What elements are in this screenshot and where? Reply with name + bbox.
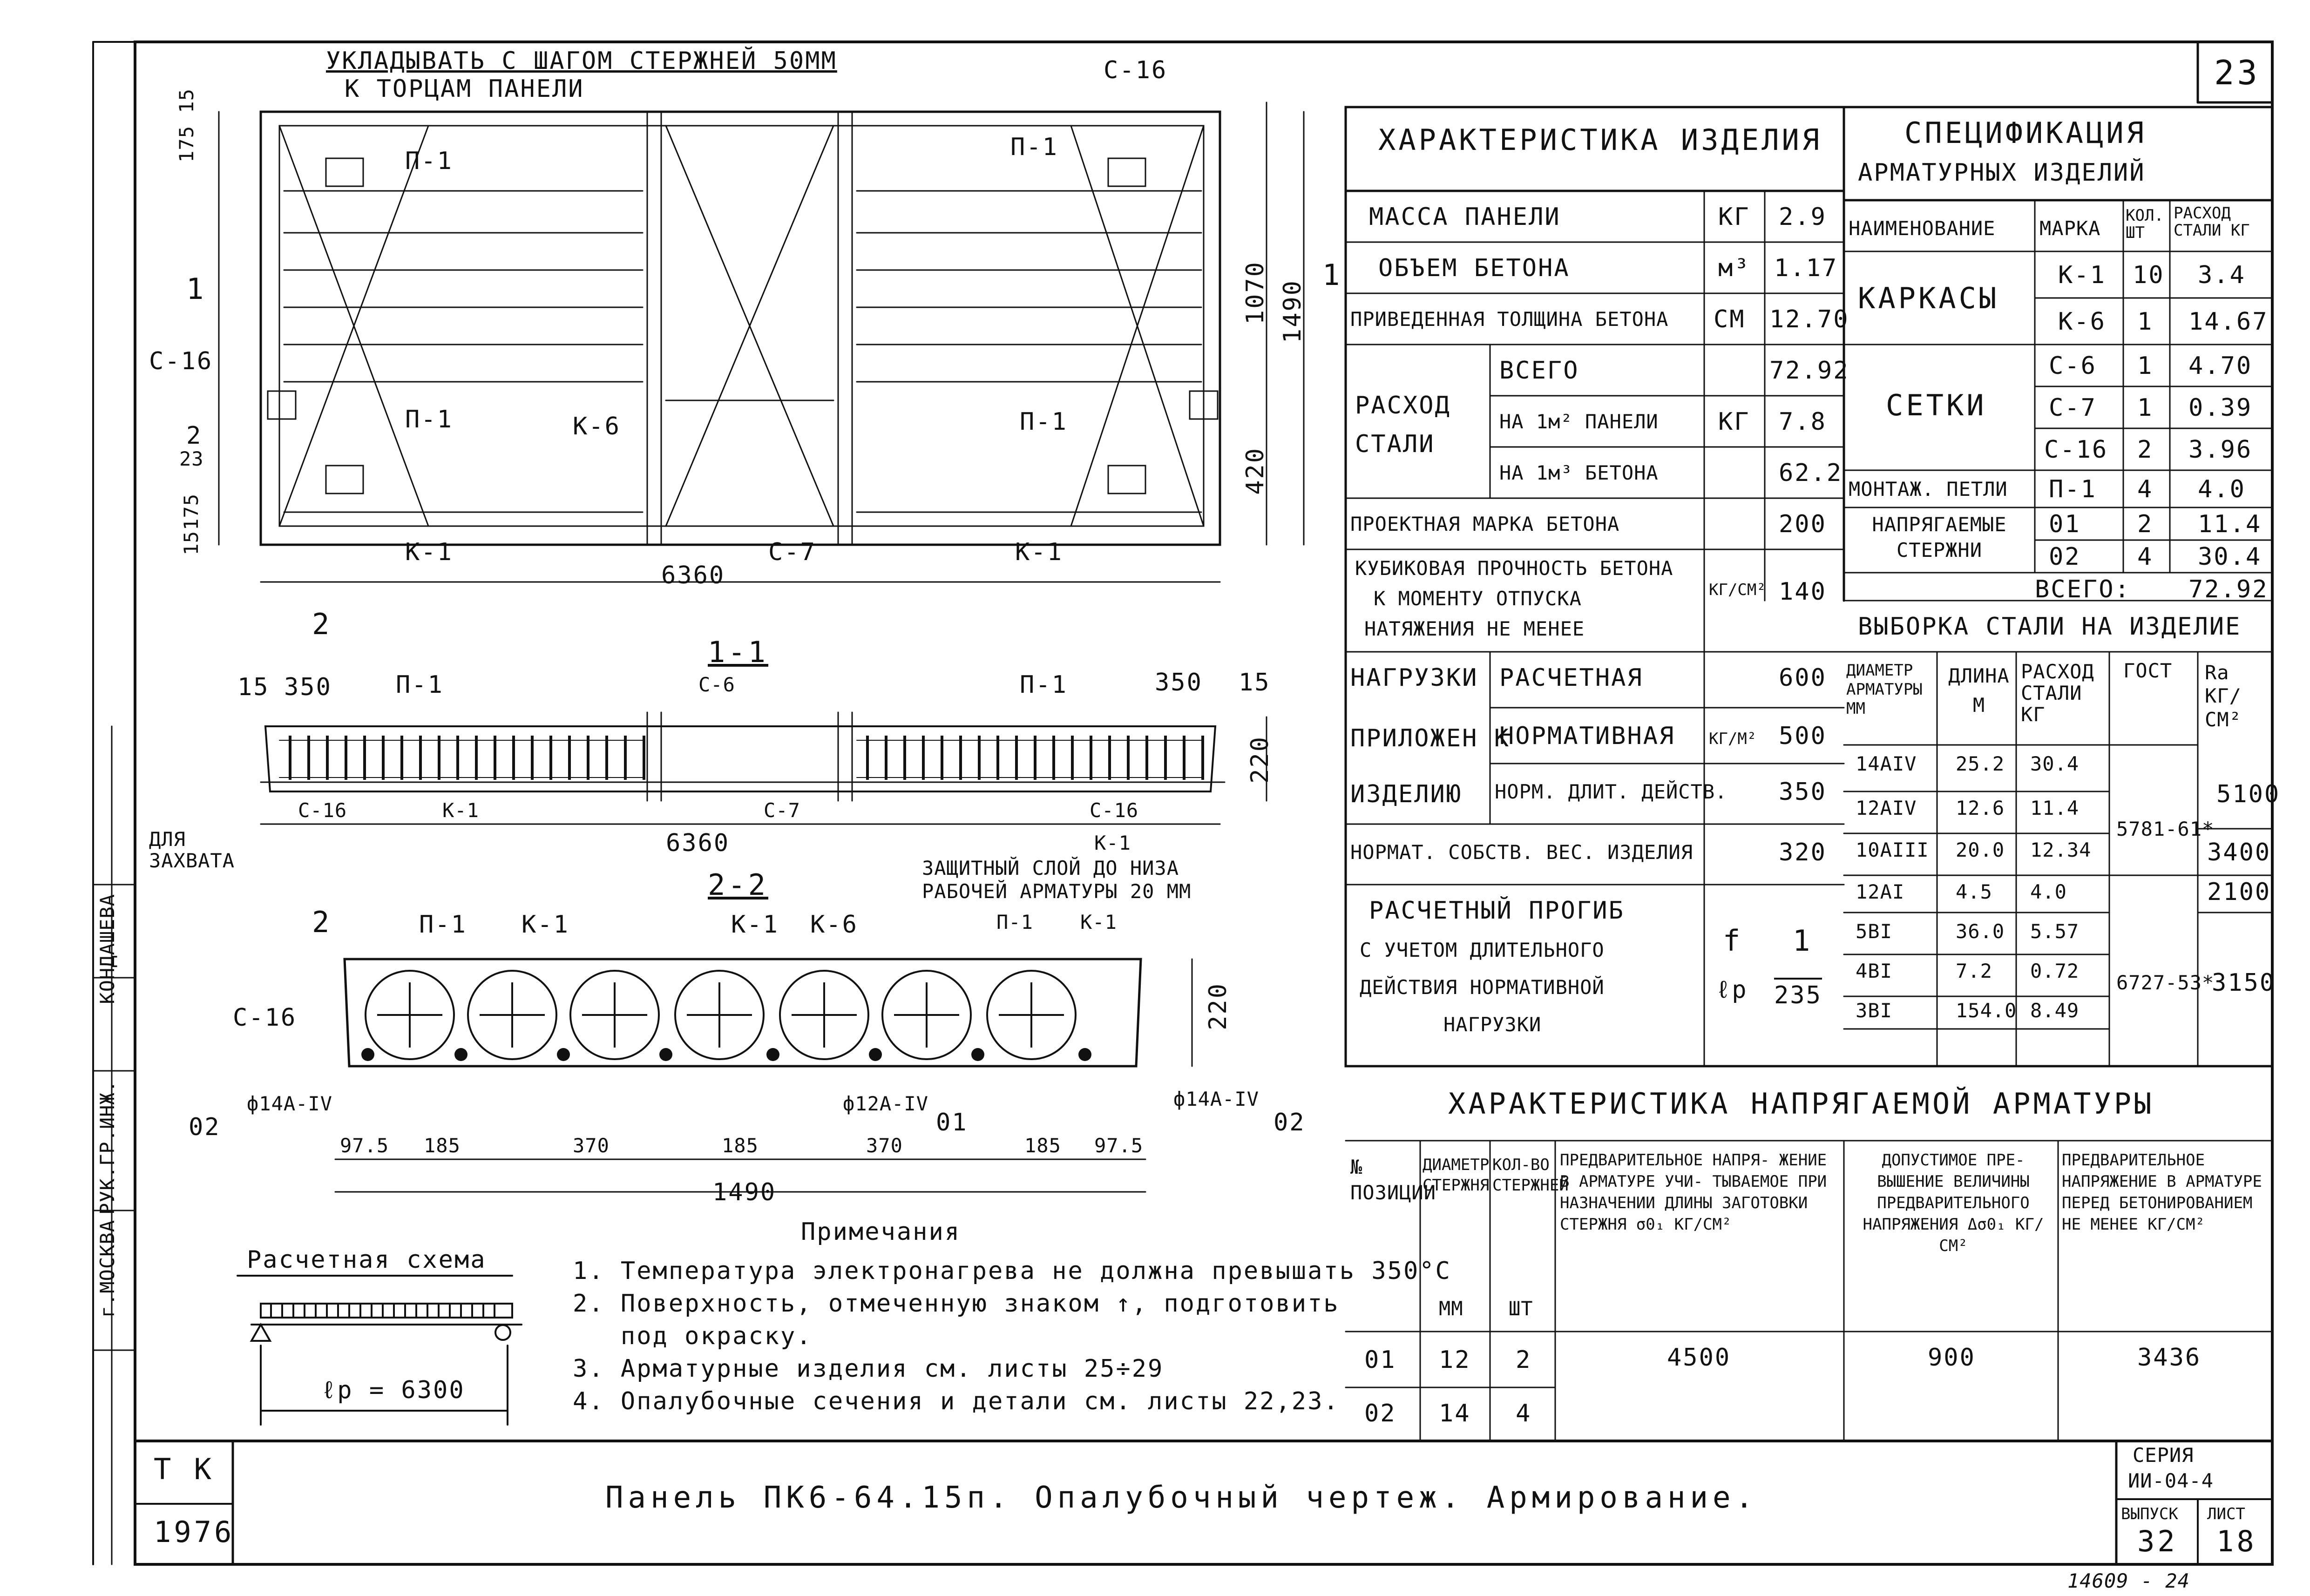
row-grade-label: ПРОЕКТНАЯ МАРКА БЕТОНА <box>1350 513 1620 535</box>
spec-row-steel: 4.0 <box>2198 475 2246 503</box>
mark-k1-a: К-1 <box>405 538 453 566</box>
mark-k1-s1: К-1 <box>442 799 479 822</box>
spec-title-2: АРМАТУРНЫХ ИЗДЕЛИЙ <box>1858 159 2146 187</box>
selection-cell-diameter: 12АI <box>1856 880 1905 903</box>
selection-cell-length: 4.5 <box>1956 880 1992 903</box>
prestress-unit-dia: ММ <box>1439 1297 1463 1320</box>
prestress-header-delta: ДОПУСТИМОЕ ПРЕ- ВЫШЕНИЕ ВЕЛИЧИНЫ ПРЕДВАРИТЕЛЬНОГО НАПРЯЖЕНИЯ Δσ0₁ КГ/СМ² <box>1863 1151 2044 1255</box>
stamp-name: КОНДАШЕВА <box>96 894 119 1004</box>
selection-title: ВЫБОРКА СТАЛИ НА ИЗДЕЛИЕ <box>1858 613 2242 641</box>
mark-k1-s22b: К-1 <box>731 911 779 939</box>
stirrup <box>326 736 329 780</box>
dim-length-section: 6360 <box>666 829 730 857</box>
dim-1490-plan: 1490 <box>1279 279 1307 344</box>
stamp-position: РУК.ГР.ИНЖ. <box>96 1080 119 1215</box>
selection-cell-diameter: 12АIV <box>1856 797 1917 819</box>
row-steel-unit: КГ <box>1718 408 1750 436</box>
stirrup <box>996 736 999 780</box>
mark-c16-top: С-16 <box>1104 56 1168 84</box>
stirrup <box>1164 736 1167 780</box>
mark-k1-s22a: К-1 <box>522 911 569 939</box>
selection-cell-length: 12.6 <box>1956 797 2005 819</box>
spec-total-label: ВСЕГО: <box>2035 575 2131 603</box>
stirrup <box>568 736 571 780</box>
series-value: ИИ-04-4 <box>2128 1469 2214 1492</box>
mark-p1-c: П-1 <box>405 406 453 433</box>
spec-row-qty: 4 <box>2137 475 2154 503</box>
note-item: 2. Поверхность, отмеченную знаком ↑, подготовить <box>573 1290 1340 1318</box>
spec-row-qty: 1 <box>2137 394 2154 422</box>
stirrup <box>1145 736 1148 780</box>
dia-14-right: ф14А-IV <box>1173 1088 1260 1110</box>
row-cube-label-1: КУБИКОВАЯ ПРОЧНОСТЬ БЕТОНА <box>1355 557 1673 580</box>
dim-185-c: 185 <box>1024 1134 1061 1157</box>
stirrup <box>289 736 291 780</box>
selection-cell-steel: 11.4 <box>2030 797 2080 819</box>
spec-group-frames: КАРКАСЫ <box>1858 281 1999 315</box>
selection-cell-steel: 5.57 <box>2030 920 2080 943</box>
dim-1070: 1070 <box>1241 261 1269 325</box>
spec-row-steel: 0.39 <box>2188 394 2253 422</box>
dim-length-plan: 6360 <box>661 561 725 589</box>
row-steel-total-label: ВСЕГО <box>1499 357 1579 385</box>
spec-row-qty: 1 <box>2137 308 2154 336</box>
list-value: 18 <box>2216 1524 2257 1558</box>
spec-group-loops: МОНТАЖ. ПЕТЛИ <box>1849 478 2008 500</box>
dim-15-s1: 15 <box>237 673 270 701</box>
pos-02-right: 02 <box>1274 1109 1306 1136</box>
mark-c16-s1: С-16 <box>298 799 347 822</box>
stirrup <box>475 736 478 780</box>
spec-header-mark: МАРКА <box>2039 217 2101 240</box>
pos-01: 01 <box>936 1109 968 1136</box>
spec-row-mark: П-1 <box>2049 475 2097 503</box>
dim-175-bottom: 175 <box>180 494 203 530</box>
stirrup <box>1201 736 1204 780</box>
mark-c7-s1: С-7 <box>764 799 800 822</box>
loads-label-2: ПРИЛОЖЕН К <box>1350 724 1511 752</box>
selection-cell-diameter: 14АIV <box>1856 752 1917 775</box>
row-grade-value: 200 <box>1779 510 1827 538</box>
dim-350-right: 350 <box>1155 669 1203 697</box>
spec-header-name: НАИМЕНОВАНИЕ <box>1849 217 1996 240</box>
mark-p1-a: П-1 <box>405 147 453 175</box>
prestress-header-dia: ДИАМЕТР СТЕРЖНЯ <box>1423 1156 1490 1195</box>
dia-12: ф12А-IV <box>843 1092 929 1115</box>
row-steel-m2-value: 7.8 <box>1779 408 1827 436</box>
stirrup <box>1183 736 1185 780</box>
prestress-row-qty: 2 <box>1516 1346 1532 1374</box>
series-label: СЕРИЯ <box>2133 1444 2194 1467</box>
stirrup <box>1052 736 1055 780</box>
prestress-header-pos: № ПОЗИЦИИ <box>1350 1156 1436 1204</box>
spec-row-steel: 4.70 <box>2188 352 2253 380</box>
selection-cell-steel: 12.34 <box>2030 839 2092 861</box>
stirrup <box>363 736 366 780</box>
rebar-dot <box>557 1048 570 1061</box>
row-thickness-value: 12.70 <box>1769 305 1849 333</box>
deflection-label-3: ДЕЙСТВИЯ НОРМАТИВНОЙ <box>1360 976 1605 999</box>
ref-circle-top: 2 <box>186 422 203 450</box>
note-item: 3. Арматурные изделия см. листы 25÷29 <box>573 1355 1164 1383</box>
stirrup <box>531 736 534 780</box>
selection-header-steel: РАСХОД СТАЛИ КГ <box>2021 660 2094 726</box>
selection-cell-steel: 0.72 <box>2030 960 2080 982</box>
stamp-org: Т К <box>154 1452 214 1486</box>
sheet-title: Панель ПК6-64.15п. Опалубочный чертеж. Армирование. <box>605 1481 1758 1515</box>
row-volume-value: 1.17 <box>1774 254 1838 282</box>
rebar-dot <box>971 1048 984 1061</box>
stirrup <box>1090 736 1092 780</box>
section-1-mark-left: 1 <box>186 272 207 306</box>
row-cube-label-2: К МОМЕНТУ ОТПУСКА <box>1374 587 1582 610</box>
prestress-sigma-value: 4500 <box>1667 1344 1731 1372</box>
prestress-before-value: 3436 <box>2137 1344 2202 1372</box>
row-mass-label: МАССА ПАНЕЛИ <box>1369 203 1561 231</box>
stirrup <box>903 736 906 780</box>
spec-row-steel: 3.4 <box>2198 261 2246 289</box>
deflection-label-1: РАСЧЕТНЫЙ ПРОГИБ <box>1369 897 1625 925</box>
row-volume-label: ОБЪЕМ БЕТОНА <box>1378 254 1570 282</box>
selection-cell-length: 20.0 <box>1956 839 2005 861</box>
prestress-header-qty: КОЛ-ВО СТЕРЖНЕЙ <box>1492 1156 1569 1195</box>
list-label: ЛИСТ <box>2207 1505 2245 1523</box>
dim-185-a: 185 <box>424 1134 461 1157</box>
spec-row-mark: С-7 <box>2049 394 2097 422</box>
stirrup <box>978 736 981 780</box>
rebar-dot <box>869 1048 882 1061</box>
note-bar-ends: К ТОРЦАМ ПАНЕЛИ <box>345 75 584 103</box>
loads-label-1: НАГРУЗКИ <box>1350 664 1478 692</box>
row-steel-m2-label: НА 1м² ПАНЕЛИ <box>1499 410 1659 433</box>
pos-02-left: 02 <box>189 1113 221 1141</box>
deflection-num: 1 <box>1793 924 1813 958</box>
stirrup <box>959 736 962 780</box>
mark-c16-s2: С-16 <box>1090 799 1139 822</box>
row-steel-label: РАСХОД СТАЛИ <box>1355 392 1451 459</box>
mark-c7-a: С-7 <box>768 538 816 566</box>
dim-175-top: 175 <box>175 126 198 162</box>
deflection-unit-top: f <box>1723 924 1743 958</box>
spec-row-mark: К-6 <box>2058 308 2106 336</box>
load-norm-label: НОРМАТИВНАЯ <box>1499 722 1675 750</box>
section-2-2-title: 2-2 <box>708 868 768 902</box>
row-steel-m3-value: 62.2 <box>1779 459 1843 487</box>
row-thickness-unit: СМ <box>1714 305 1746 333</box>
spec-group-tendons: НАПРЯГАЕМЫЕ СТЕРЖНИ <box>1872 513 2007 561</box>
selection-cell-length: 25.2 <box>1956 752 2005 775</box>
stirrup <box>307 736 310 780</box>
selection-cell-length: 36.0 <box>1956 920 2005 943</box>
rebar-dot <box>659 1048 672 1061</box>
prestress-row-dia: 12 <box>1439 1346 1471 1374</box>
load-calc-value: 600 <box>1779 664 1827 692</box>
mark-p1-s1: П-1 <box>396 671 444 699</box>
stirrup <box>512 736 515 780</box>
stirrup <box>885 736 887 780</box>
stirrup <box>587 736 589 780</box>
row-steel-total-value: 72.92 <box>1769 357 1849 385</box>
spec-row-qty: 2 <box>2137 510 2154 538</box>
mark-k6: К-6 <box>573 413 621 440</box>
selection-cell-diameter: 3ВI <box>1856 999 1892 1022</box>
selection-cell-diameter: 10АIII <box>1856 839 1929 861</box>
stirrup <box>605 736 608 780</box>
selection-cell-steel: 30.4 <box>2030 752 2080 775</box>
ref-circle-bottom: 23 <box>179 447 204 470</box>
stirrup <box>1034 736 1036 780</box>
dim-1490-section: 1490 <box>712 1178 777 1206</box>
selection-ra-4: 3150 <box>2212 969 2276 997</box>
sheet-number: 23 <box>2214 53 2260 92</box>
note-item: 4. Опалубочные сечения и детали см. листы 22,23. <box>573 1387 1340 1415</box>
spec-row-qty: 2 <box>2137 436 2154 464</box>
spec-group-meshes: СЕТКИ <box>1886 388 1987 422</box>
spec-row-mark: К-1 <box>2058 261 2106 289</box>
spec-row-steel: 14.67 <box>2188 308 2269 336</box>
dim-15-bottom: 15 <box>180 531 203 555</box>
rebar-dot <box>1078 1048 1091 1061</box>
dim-220-s22: 220 <box>1204 982 1232 1030</box>
mark-p1-s22b: П-1 <box>996 911 1033 933</box>
section-2-mark-top: 2 <box>312 607 332 641</box>
mark-p1-b: П-1 <box>1010 133 1058 161</box>
stirrup <box>549 736 552 780</box>
prestress-delta-value: 900 <box>1928 1344 1976 1372</box>
mark-p1-d: П-1 <box>1020 408 1068 436</box>
stirrup <box>1127 736 1130 780</box>
selection-cell-length: 154.0 <box>1956 999 2017 1022</box>
scheme-span: ℓр = 6300 <box>321 1376 465 1404</box>
stirrup <box>345 736 347 780</box>
row-cube-unit: КГ/СМ² <box>1709 581 1766 599</box>
notes-title: Примечания <box>801 1218 961 1246</box>
spec-row-steel: 11.4 <box>2198 510 2262 538</box>
stirrup <box>1071 736 1074 780</box>
loads-label-3: ИЗДЕЛИЮ <box>1350 780 1463 808</box>
dim-420: 420 <box>1241 447 1269 495</box>
selection-header-length: ДЛИНА М <box>1948 664 2010 717</box>
stamp-year: 1976 <box>154 1515 235 1549</box>
spec-title-1: СПЕЦИФИКАЦИЯ <box>1904 116 2147 150</box>
selection-cell-diameter: 4ВI <box>1856 960 1892 982</box>
deflection-unit-bottom: ℓр <box>1716 976 1748 1004</box>
selection-gost-2: 6727-53* <box>2116 971 2215 994</box>
prestress-row-pos: 02 <box>1364 1400 1396 1427</box>
issue-value: 32 <box>2137 1524 2178 1558</box>
prestress-header-before: ПРЕДВАРИТЕЛЬНОЕ НАПРЯЖЕНИЕ В АРМАТУРЕ ПЕРЕД БЕТОНИРОВАНИЕМ НЕ МЕНЕЕ КГ/СМ² <box>2062 1151 2262 1234</box>
spec-row-qty: 1 <box>2137 352 2154 380</box>
section-2-mark-bottom: 2 <box>312 905 332 939</box>
load-calc-label: РАСЧЕТНАЯ <box>1499 664 1643 692</box>
row-mass-value: 2.9 <box>1779 203 1827 231</box>
stirrup <box>941 736 943 780</box>
spec-total-value: 72.92 <box>2188 575 2269 603</box>
stamp-city: г.МОСКВА <box>96 1220 119 1318</box>
loads-unit: КГ/М² <box>1709 730 1757 748</box>
dim-350-left: 350 <box>284 673 332 701</box>
note-item: 1. Температура электронагрева не должна превышать 350°С <box>573 1257 1451 1285</box>
selection-cell-length: 7.2 <box>1956 960 1992 982</box>
note-for-grip: ДЛЯ ЗАХВАТА <box>149 828 235 872</box>
scheme-title: Расчетная схема <box>247 1246 487 1274</box>
mark-k1-s22c: К-1 <box>1080 911 1117 933</box>
own-weight-value: 320 <box>1779 839 1827 866</box>
rebar-dot <box>766 1048 779 1061</box>
prestress-row-qty: 4 <box>1516 1400 1532 1427</box>
selection-cell-diameter: 5ВI <box>1856 920 1892 943</box>
dim-15-s2: 15 <box>1239 669 1271 697</box>
characteristics-title: ХАРАКТЕРИСТИКА ИЗДЕЛИЯ <box>1378 123 1822 157</box>
stirrup <box>419 736 422 780</box>
row-thickness-label: ПРИВЕДЕННАЯ ТОЛЩИНА БЕТОНА <box>1350 308 1669 331</box>
stirrup <box>1015 736 1018 780</box>
mark-p1-s22a: П-1 <box>419 911 467 939</box>
selection-cell-steel: 4.0 <box>2030 880 2067 903</box>
selection-gost-1: 5781-61* <box>2116 818 2215 840</box>
prestress-unit-qty: ШТ <box>1509 1297 1533 1320</box>
dia-14-left: ф14А-IV <box>247 1092 333 1115</box>
stirrup <box>643 736 645 780</box>
issue-label: ВЫПУСК <box>2121 1505 2178 1523</box>
stirrup <box>382 736 385 780</box>
selection-ra-2: 3400 <box>2207 839 2271 866</box>
mark-p1-s2: П-1 <box>1020 671 1068 699</box>
dim-185-b: 185 <box>722 1134 759 1157</box>
dim-15-top: 15 <box>175 88 198 113</box>
row-volume-unit: м³ <box>1718 254 1750 282</box>
mark-k1-s2: К-1 <box>1094 832 1131 854</box>
dim-220-s1: 220 <box>1246 736 1274 784</box>
mark-c16-left: С-16 <box>149 347 213 375</box>
load-long-label: НОРМ. ДЛИТ. ДЕЙСТВ. <box>1495 780 1727 803</box>
stirrup <box>624 736 627 780</box>
selection-cell-steel: 8.49 <box>2030 999 2080 1022</box>
prestress-row-pos: 01 <box>1364 1346 1396 1374</box>
selection-header-diameter: ДИАМЕТР АРМАТУРЫ ММ <box>1846 661 1923 718</box>
mark-c6: С-6 <box>698 673 735 696</box>
row-cube-label-3: НАТЯЖЕНИЯ НЕ МЕНЕЕ <box>1364 617 1585 640</box>
stirrup <box>438 736 440 780</box>
stirrup <box>922 736 925 780</box>
prestress-header-sigma: ПРЕДВАРИТЕЛЬНОЕ НАПРЯ- ЖЕНИЕ В АРМАТУРЕ УЧИ- ТЫВАЕМОЕ ПРИ НАЗНАЧЕНИИ ДЛИНЫ ЗАГОТОВКИ СТЕРЖНЯ σ0₁ КГ/СМ² <box>1560 1151 1827 1234</box>
row-steel-m3-label: НА 1м³ БЕТОНА <box>1499 461 1659 484</box>
stirrup <box>1108 736 1111 780</box>
spec-row-qty: 10 <box>2133 261 2165 289</box>
rebar-dot <box>361 1048 374 1061</box>
row-mass-unit: КГ <box>1718 203 1750 231</box>
load-long-value: 350 <box>1779 778 1827 806</box>
mark-c16-s22: С-16 <box>233 1004 297 1032</box>
spec-row-mark: С-16 <box>2044 436 2108 464</box>
selection-header-ra: Ra КГ/СМ² <box>2205 661 2242 731</box>
section-1-1-title: 1-1 <box>708 635 768 669</box>
own-weight-label: НОРМАТ. СОБСТВ. ВЕС. ИЗДЕЛИЯ <box>1350 841 1694 864</box>
notes-list <box>573 1257 1451 1420</box>
note-bar-spacing: УКЛАДЫВАТЬ С ШАГОМ СТЕРЖНЕЙ 50ММ <box>326 47 837 75</box>
stirrup <box>494 736 496 780</box>
dim-370-a: 370 <box>573 1134 610 1157</box>
dim-97-5-right: 97.5 <box>1094 1134 1144 1157</box>
spec-row-steel: 30.4 <box>2198 543 2262 571</box>
stirrup <box>866 736 869 780</box>
stirrup <box>456 736 459 780</box>
row-cube-value: 140 <box>1779 578 1827 606</box>
rebar-dot <box>454 1048 467 1061</box>
spec-header-qty: КОЛ. ШТ <box>2126 206 2164 243</box>
section-1-mark-right: 1 <box>1322 258 1343 292</box>
inventory-number: 14609 - 24 <box>2067 1569 2190 1592</box>
dim-370-b: 370 <box>866 1134 903 1157</box>
load-norm-value: 500 <box>1779 722 1827 750</box>
spec-row-mark: 01 <box>2049 510 2081 538</box>
selection-ra-3: 2100 <box>2207 878 2271 906</box>
mark-k1-b: К-1 <box>1015 538 1063 566</box>
spec-row-mark: 02 <box>2049 543 2081 571</box>
stirrup <box>400 736 403 780</box>
selection-header-gost: ГОСТ <box>2123 659 2173 682</box>
spec-row-qty: 4 <box>2137 543 2154 571</box>
deflection-label-4: НАГРУЗКИ <box>1443 1013 1542 1036</box>
note-cover: ЗАЩИТНЫЙ СЛОЙ ДО НИЗА РАБОЧЕЙ АРМАТУРЫ 20 ММ <box>922 857 1192 903</box>
mark-k6-s22: К-6 <box>810 911 858 939</box>
note-item: под окраску. <box>573 1322 813 1350</box>
deflection-den: 235 <box>1774 978 1822 1008</box>
prestress-row-dia: 14 <box>1439 1400 1471 1427</box>
spec-row-mark: С-6 <box>2049 352 2097 380</box>
deflection-label-2: С УЧЕТОМ ДЛИТЕЛЬНОГО <box>1360 939 1605 961</box>
spec-row-steel: 3.96 <box>2188 436 2253 464</box>
prestress-title: ХАРАКТЕРИСТИКА НАПРЯГАЕМОЙ АРМАТУРЫ <box>1448 1087 2154 1121</box>
selection-ra-1: 5100 <box>2216 780 2281 808</box>
dim-97-5-left: 97.5 <box>340 1134 389 1157</box>
spec-header-steel: РАСХОД СТАЛИ КГ <box>2174 204 2250 240</box>
